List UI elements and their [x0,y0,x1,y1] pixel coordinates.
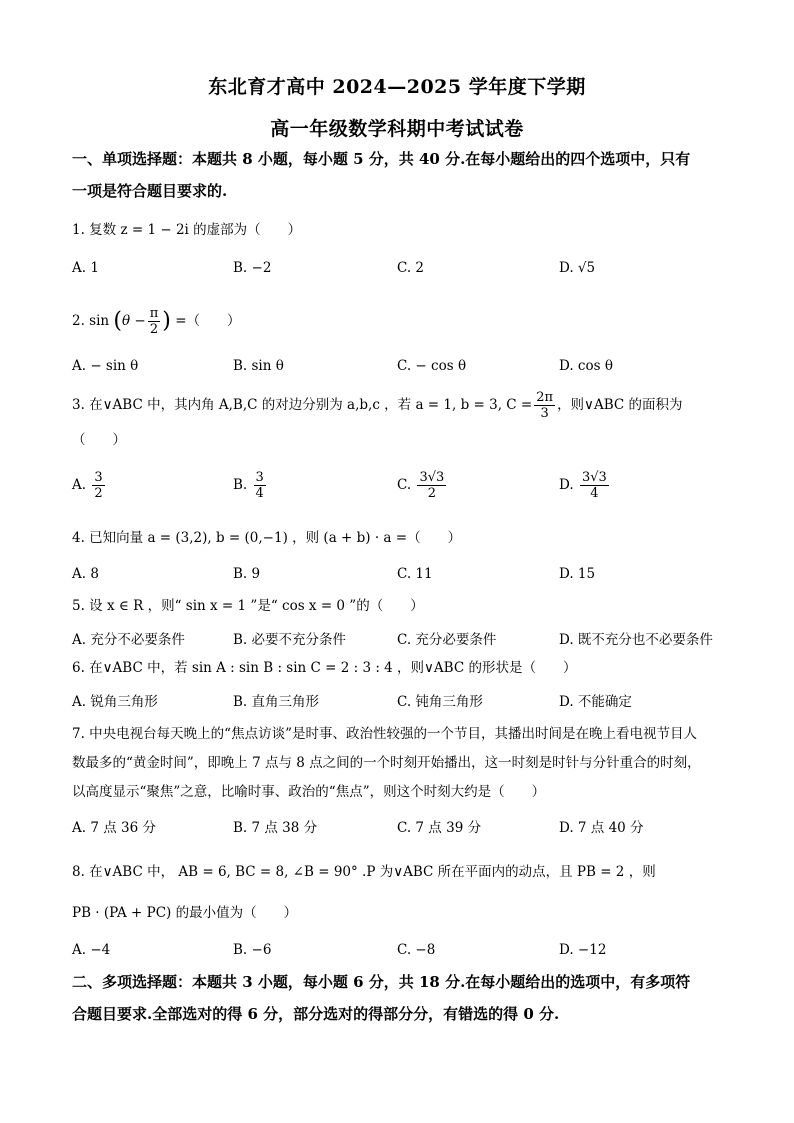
q4-option-c: C. 11 [397,566,433,582]
q1-option-c: C. 2 [397,260,425,276]
q3-stem-part-a: 3. 在∨ABC 中，其内角 A,B,C 的对边分别为 a,b,c ，若 a = 1, b = 3, C = [72,397,533,413]
q5-option-b: B. 必要不充分条件 [233,632,347,648]
q3-angle-c: $\frac{2\pi}{3}$ [536,390,554,421]
exam-title: 东北育才高中 2024—2025 学年度下学期 [208,76,586,98]
section1-heading [72,143,722,207]
question-4-stem: 4. 已知向量 a = (3,2), b = (0,−1) ，则 (a + b) · a =（ ） [72,530,462,546]
q7-line3: 以高度显示“聚焦”之意，比喻时事、政治的“焦点”，则这个时刻大约是（ ） [72,784,546,800]
q1-option-b: B. −2 [233,260,272,276]
section1-heading-line1: 一、单项选择题：本题共 8 小题，每小题 5 分，共 40 分.在每小题给出的四个选项中，只有 [72,150,691,168]
q7-option-d: D. 7 点 40 分 [559,820,644,836]
question-8-options [72,942,732,966]
question-7-stem [72,720,722,807]
question-3-options [72,470,732,510]
q7-line1: 7. 中央电视台每天晚上的“焦点访谈”是时事、政治性较强的一个节目，其播出时间是在晚上看电视节目人 [72,726,697,742]
q8-option-a: A. −4 [72,942,111,958]
q3-option-d: D. $\frac{3√3}{4}$ [559,470,607,501]
question-1-stem: 1. 复数 z = 1 − 2i 的虚部为（ ） [72,222,302,238]
q2-prefix: 2. sin [72,313,110,329]
q3-option-b: B. $\frac{3}{4}$ [233,470,264,501]
question-5-stem: 5. 设 x ∈ R ，则“ sin x = 1 ”是“ cos x = 0 ”的（ ） [72,598,424,614]
question-4-options [72,566,732,590]
q2-arg: θ − [122,313,146,329]
q4-option-b: B. 9 [233,566,261,582]
section2-heading [72,966,722,1030]
q3-stem-part-b: ，则∨ABC 的面积为 [557,397,683,413]
q5-option-d: D. 既不充分也不必要条件 [559,632,713,648]
q7-option-b: B. 7 点 38 分 [233,820,318,836]
q1-option-a: A. 1 [72,260,99,276]
question-5-options [72,628,732,652]
question-6-options [72,690,732,714]
question-1-options [72,260,732,284]
q2-option-d: D. cos θ [559,358,613,374]
section2-heading-line1: 二、多项选择题：本题共 3 小题，每小题 6 分，共 18 分.在每小题给出的选项中，有多项符 [72,973,691,991]
q2-pi-over-2: $\frac{\pi}{2}$ [149,306,159,337]
q7-line2: 数最多的“黄金时间”，即晚上 7 点与 8 点之间的一个时刻开始播出，这一时刻是时针与分针重合的时刻， [72,755,701,771]
q3-option-a: A. $\frac{3}{2}$ [72,470,103,501]
question-6-stem: 6. 在∨ABC 中，若 sin A : sin B : sin C = 2 : 3 : 4 ，则∨ABC 的形状是（ ） [72,660,577,676]
q8-option-b: B. −6 [233,942,272,958]
q6-option-b: B. 直角三角形 [233,694,320,710]
q4-option-d: D. 15 [559,566,596,582]
question-3-stem [72,388,722,422]
q7-option-a: A. 7 点 36 分 [72,820,156,836]
q8-option-d: D. −12 [559,942,607,958]
q6-option-c: C. 钝角三角形 [397,694,483,710]
q2-suffix: =（ ） [175,313,241,329]
section2-heading-line2: 合题目要求.全部选对的得 6 分，部分选对的得部分分，有错选的得 0 分. [72,1005,560,1023]
section1-heading-line2: 一项是符合题目要求的. [72,182,228,200]
q8-option-c: C. −8 [397,942,436,958]
question-2-stem: 2. sin (θ − $\frac{\pi}{2}$ ) =（ ） [72,306,241,337]
question-7-options [72,816,732,840]
q4-option-a: A. 8 [72,566,99,582]
exam-subtitle: 高一年级数学科期中考试试卷 [270,118,524,140]
q5-option-c: C. 充分必要条件 [397,632,497,648]
q7-option-c: C. 7 点 39 分 [397,820,482,836]
q6-option-a: A. 锐角三角形 [72,694,158,710]
q5-option-a: A. 充分不必要条件 [72,632,185,648]
q1-option-d: D. √5 [559,260,596,276]
q3-option-c: C. $\frac{3√3}{2}$ [397,470,445,501]
q6-option-d: D. 不能确定 [559,694,632,710]
question-8-stem-line1: 8. 在∨ABC 中， AB = 6, BC = 8, ∠B = 90° .P 为∨ABC 所在平面内的动点，且 PB = 2 ，则 [72,864,656,880]
question-3-stem-line2: （ ） [72,432,126,448]
q2-option-c: C. − cos θ [397,358,467,374]
question-8-stem-line2: PB · (PA + PC) 的最小值为（ ） [72,905,298,921]
q2-option-b: B. sin θ [233,358,284,374]
q2-option-a: A. − sin θ [72,358,139,374]
question-2-options [72,358,732,382]
